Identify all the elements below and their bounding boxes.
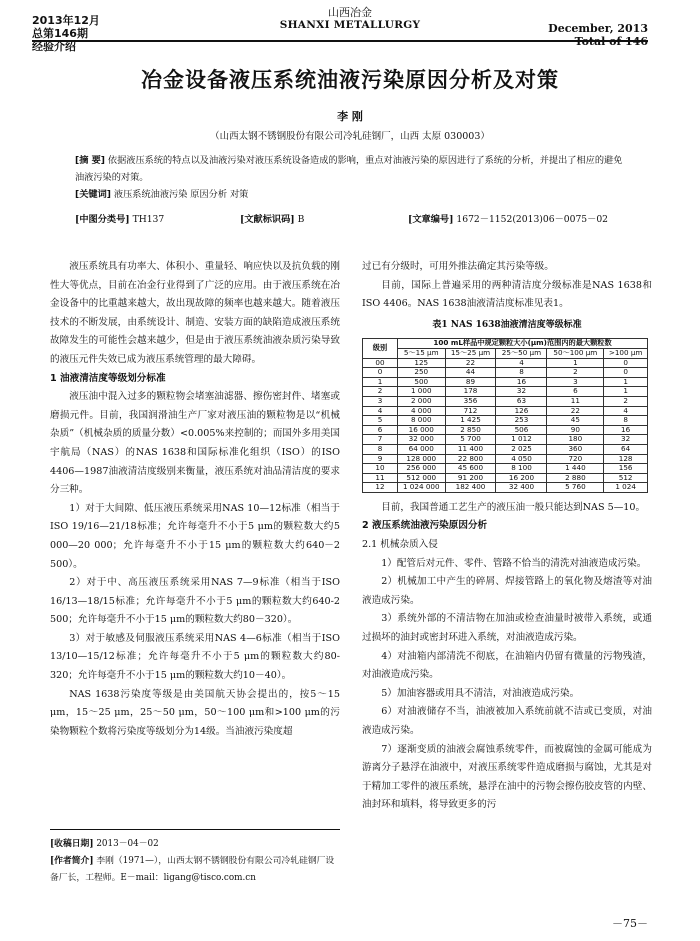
table-cell: 5 760 [547, 483, 604, 493]
table-cell: 128 000 [398, 454, 446, 464]
journal-name-cn: 山西冶金 [328, 6, 372, 19]
table-cell: 1 024 [604, 483, 648, 493]
table-row [363, 464, 648, 474]
table-cell: 180 [547, 435, 604, 445]
table-cell: 8 [496, 368, 547, 378]
table-cell: 4 000 [398, 406, 446, 416]
table-cell: 8 000 [398, 416, 446, 426]
table-cell: 1 440 [547, 464, 604, 474]
abstract [75, 152, 630, 186]
table-cell: 356 [445, 396, 496, 406]
table-cell: 250 [398, 368, 446, 378]
grade-header: 级别 [363, 339, 398, 358]
table-cell: 3 [363, 396, 398, 406]
table-cell: 32 400 [496, 483, 547, 493]
cause-item: 5）加油容器或用具不清洁，对油液造成污染。 [381, 687, 580, 699]
table-row [363, 406, 648, 416]
table-cell: 6 [363, 425, 398, 435]
table-cell: 22 [547, 406, 604, 416]
journal-issue-en [548, 22, 648, 48]
table-cell: 0 [363, 368, 398, 378]
cause-item: 1）配管后对元件、零件、管路不恰当的清洗对油液造成污染。 [381, 557, 647, 569]
abstract-label: [摘 要] [75, 155, 105, 166]
author-affiliation: （山西太钢不锈钢股份有限公司冷轧硅钢厂，山西 太原 030003） [210, 131, 490, 142]
nas1638-table [362, 338, 648, 493]
paper-title: 冶金设备液压系统油液污染原因分析及对策 [141, 68, 559, 92]
document-code-value: B [297, 214, 305, 225]
received-date [50, 836, 342, 853]
cause-item: 6）对油液储存不当，油液被加入系统前就不洁或已变质，对油液造成污染。 [362, 706, 652, 736]
table-cell: 2 025 [496, 444, 547, 454]
table-cell: 91 200 [445, 473, 496, 483]
table-column-header: 5～15 μm [398, 348, 446, 358]
document-code-label: [文献标识码] [240, 214, 295, 225]
table-cell: 90 [547, 425, 604, 435]
table-cell: 2 [604, 396, 648, 406]
table-cell: 2 880 [547, 473, 604, 483]
table-cell: 1 [363, 377, 398, 387]
table-group-header: 100 mL样品中规定颗粒大小(μm)范围内的最大颗粒数 [398, 339, 648, 349]
table-row [363, 435, 648, 445]
section-1-heading: 1 油液清洁度等级划分标准 [50, 372, 166, 384]
page-number: －75－ [612, 917, 648, 930]
table-cell: 256 000 [398, 464, 446, 474]
table-cell: 64 000 [398, 444, 446, 454]
standards-paragraph: 目前，国际上普遍采用的两种清洁度分级标准是NAS 1638和ISO 4406。NAS 1638油液清洁度标准见表1。 [362, 279, 652, 310]
table-cell: 12 [363, 483, 398, 493]
table-column-header: 15～25 μm [445, 348, 496, 358]
table-cell: 1 [604, 377, 648, 387]
table-cell: 178 [445, 387, 496, 397]
table-row [363, 416, 648, 426]
author-bio [50, 853, 342, 887]
abstract-text: 依据液压系统的特点以及油液污染对液压系统设备造成的影响，重点对油液污染的原因进行了系统的分析，并提出了相应的避免油液污染的对策。 [75, 155, 623, 183]
table-row [363, 358, 648, 368]
table-cell: 2 850 [445, 425, 496, 435]
table-cell: 0 [604, 358, 648, 368]
table-cell: 4 [496, 358, 547, 368]
table-cell: 126 [496, 406, 547, 416]
table-cell: 5 700 [445, 435, 496, 445]
column-name: 经验介绍 [32, 40, 76, 53]
cause-item: 3）系统外部的不清洁物在加油或检查油量时被带入系统，或通过损坏的油封或密封环进入系统，对油液造成污染。 [362, 613, 652, 644]
table-cell: 2 [363, 387, 398, 397]
table-cell: 16 [496, 377, 547, 387]
table-cell: 16 200 [496, 473, 547, 483]
footnote-rule [50, 829, 340, 830]
issue-total: 总第146期 [32, 27, 88, 40]
table-cell: 720 [547, 454, 604, 464]
table-column-header: 50～100 μm [547, 348, 604, 358]
section-1-paragraph-1: 液压油中混入过多的颗粒物会堵塞油滤器、擦伤密封件、堵塞或磨损元件。目前，我国润滑油生产厂家对液压油的颗粒物是以“机械杂质”（机械杂质的质量分数）<0.005%来控制的；而国外多用美国宇航局（NAS）的NAS 1638和国际标准化组织（ISO）的ISO 4406—1987油液清洁度级别来衡量，液压系统对油品清洁度的要求分三种。 [50, 391, 340, 496]
footnote [50, 836, 342, 887]
cause-item: 4）对油箱内部清洗不彻底，在油箱内仍留有微量的污物残渣，对油液造成污染。 [362, 650, 652, 681]
table-cell: 8 100 [496, 464, 547, 474]
header-rule [32, 40, 648, 42]
table-cell: 32 [604, 435, 648, 445]
table-cell: 1 [604, 387, 648, 397]
table-row [363, 444, 648, 454]
author-bio-label: [作者简介] [50, 856, 94, 866]
table-cell: 4 [604, 406, 648, 416]
table-cell: 2 000 [398, 396, 446, 406]
received-value: 2013－04－02 [96, 839, 159, 849]
table-cell: 22 [445, 358, 496, 368]
table-cell: 7 [363, 435, 398, 445]
section-1-paragraph-5: NAS 1638污染度等级是由美国航天协会提出的，按5～15 μm，15～25 μm，25～50 μm，50～100 μm和>100 μm的污染物颗粒个数将污染度等级划分为14级。当油液污染度超 [50, 688, 340, 737]
table-cell: 32 [496, 387, 547, 397]
table-cell: 4 050 [496, 454, 547, 464]
table-cell: 506 [496, 425, 547, 435]
table-row [363, 396, 648, 406]
table-cell: 22 800 [445, 454, 496, 464]
cause-list [362, 555, 652, 815]
table-cell: 1 425 [445, 416, 496, 426]
table-cell: 16 [604, 425, 648, 435]
issue-total-en: Total of 146 [574, 35, 648, 48]
right-column [362, 258, 652, 815]
table-row [363, 425, 648, 435]
abstract-block [75, 152, 630, 203]
table-cell: 1 [547, 358, 604, 368]
table-cell: 6 [547, 387, 604, 397]
table-cell: 11 [547, 396, 604, 406]
after-table-paragraph: 目前，我国普通工艺生产的液压油一般只能达到NAS 5—10。 [381, 501, 646, 513]
table-row [363, 483, 648, 493]
section-1-paragraph-3: 2）对于中、高压液压系统采用NAS 7—9标准（相当于ISO 16/13—18/15标准；允许每毫升不小于5 μm的颗粒数大约640-2 500；允许每毫升不小于15 μm的颗粒数大约80－320）。 [50, 577, 340, 626]
issue-date: 2013年12月 [32, 14, 100, 27]
continued-paragraph: 过已有分级时，可用外推法确定其污染等级。 [362, 261, 554, 272]
table-cell: 64 [604, 444, 648, 454]
table-cell: 360 [547, 444, 604, 454]
table-cell: 45 [547, 416, 604, 426]
table-cell: 512 [604, 473, 648, 483]
table-cell: 1 000 [398, 387, 446, 397]
clc-value: TH137 [132, 214, 165, 225]
table-row [363, 454, 648, 464]
clc-number [75, 211, 164, 225]
table-cell: 8 [363, 444, 398, 454]
article-number-label: [文章编号] [408, 214, 454, 225]
table-cell: 44 [445, 368, 496, 378]
table-cell: 32 000 [398, 435, 446, 445]
table-cell: 63 [496, 396, 547, 406]
table-cell: 11 [363, 473, 398, 483]
table-caption: 表1 NAS 1638油液清洁度等级标准 [432, 319, 582, 330]
table-column-header: 25～50 μm [496, 348, 547, 358]
table-row [363, 377, 648, 387]
table-row [363, 387, 648, 397]
section-1-paragraph-2: 1）对于大间隙、低压液压系统采用NAS 10—12标准（相当于ISO 19/16—21/18标准；允许每毫升不小于5 μm的颗粒数大约5 000—20 000；允许每毫升不小于15 μm的颗粒数大约640－2 500）。 [50, 502, 340, 570]
table-cell: 8 [604, 416, 648, 426]
table-cell: 128 [604, 454, 648, 464]
section-1-paragraph-4: 3）对于敏感及伺服液压系统采用NAS 4—6标准（相当于ISO 13/10—15/12标准；允许每毫升不小于5 μm的颗粒数大约80-320；允许每毫升不小于15 μm的颗粒数大约10－40）。 [50, 632, 340, 682]
table-cell: 4 [363, 406, 398, 416]
table-cell: 5 [363, 416, 398, 426]
table-cell: 2 [547, 368, 604, 378]
journal-name-en: SHANXI METALLURGY [279, 19, 421, 31]
section-2-heading: 2 液压系统油液污染原因分析 [362, 520, 488, 532]
table-row [363, 368, 648, 378]
keywords [75, 186, 630, 203]
table-cell: 45 600 [445, 464, 496, 474]
table-cell: 156 [604, 464, 648, 474]
table-cell: 16 000 [398, 425, 446, 435]
left-column [50, 258, 340, 741]
table-column-header: >100 μm [604, 348, 648, 358]
table-cell: 11 400 [445, 444, 496, 454]
table-cell: 89 [445, 377, 496, 387]
table-cell: 182 400 [445, 483, 496, 493]
table-cell: 512 000 [398, 473, 446, 483]
cause-item: 2）机械加工中产生的碎屑、焊接管路上的氧化物及熔渣等对油液造成污染。 [362, 576, 652, 606]
table-cell: 712 [445, 406, 496, 416]
table-cell: 00 [363, 358, 398, 368]
table-column-headers [363, 348, 648, 358]
table-cell: 3 [547, 377, 604, 387]
document-code [240, 211, 304, 225]
clc-label: [中图分类号] [75, 214, 130, 225]
table-body [363, 358, 648, 492]
article-number-value: 1672－1152(2013)06－0075－02 [456, 214, 609, 225]
issue-date-en: December, 2013 [548, 22, 648, 35]
cause-item: 7）逐渐变质的油液会腐蚀系统零件，而被腐蚀的金属可能成为游离分子悬浮在油液中，对液压系统零件造成磨损与腐蚀，尤其是对于精加工零件的液压系统，悬浮在油中的污物会擦伤胶皮管的内壁、油封环和填料，将导致更多的污 [362, 743, 652, 811]
table-cell: 125 [398, 358, 446, 368]
table-cell: 253 [496, 416, 547, 426]
table-cell: 1 024 000 [398, 483, 446, 493]
table-cell: 9 [363, 454, 398, 464]
author-bio-text: 李刚（1971—），山西太钢不锈钢股份有限公司冷轧硅钢厂设备厂长，工程师。E－mail：ligang@tisco.com.cn [50, 856, 335, 883]
author-name: 李 刚 [337, 110, 363, 123]
received-label: [收稿日期] [50, 839, 94, 849]
table-cell: 0 [604, 368, 648, 378]
table-cell: 500 [398, 377, 446, 387]
article-number [408, 211, 608, 225]
keywords-text: 液压系统油液污染 原因分析 对策 [113, 189, 249, 200]
table-cell: 1 012 [496, 435, 547, 445]
table-cell: 10 [363, 464, 398, 474]
section-2-1-heading: 2.1 机械杂质入侵 [362, 539, 438, 551]
keywords-label: [关键词] [75, 189, 111, 200]
intro-paragraph: 液压系统具有功率大、体积小、重量轻、响应快以及抗负载的刚性大等优点，目前在冶金行业得到了广泛的应用。由于液压系统在冶金设备中的比重越来越大，故出现故障的频率也越来越大。随着液压技术的不断发展，由系统设计、制造、安装方面的缺陷造成液压系统故障发生的可能性会越来越少，但是由于液压系统油液杂质污染导致的液压元件失效已成为液压系统管理的最大障碍。 [50, 261, 340, 365]
